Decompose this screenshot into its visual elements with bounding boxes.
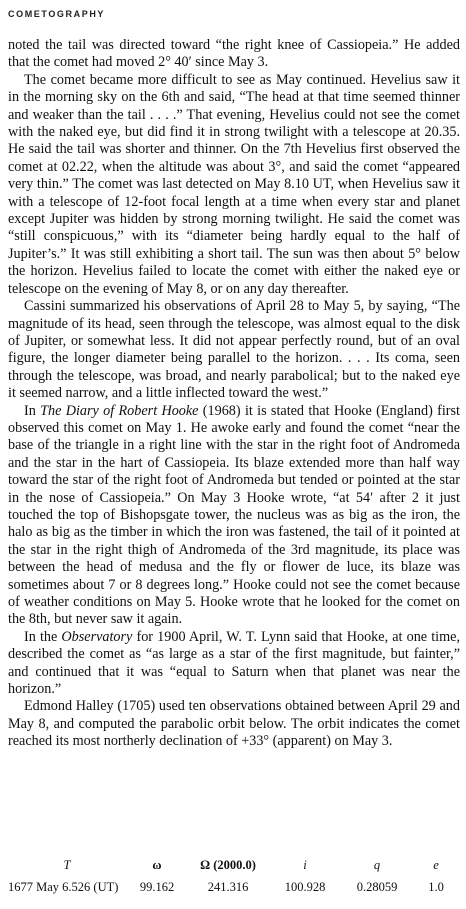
table-header-row	[8, 858, 460, 878]
text-run: (1968) it is stated that Hooke (England) first observed this comet on May 1. He awoke early and found the comet “near the base of the triangle in a right line with the star in the right foot of Andromeda and the star in the hart of Cassiopeia. Its blaze extended more than half way toward the star of the right foot of Andromeda but tended or pointed at the star in the nose of Cassiopeia.” On May 3 Hooke wrote, “at 54′ after 2 it just touched the top of Bishopsgate tower, the nucleus was as big as the iron, the halo as big as the timber in which the iron was fastened, the tail of it pointed at the star in the right thigh of Andromeda of the 3rd magnitude, its place was between the head of medusa and the fly or flower de luce, its blaze was sometimes about 7 or 8 degrees long.” Hooke could not see the comet because of weather conditions on May 5. Hooke wrote that he looked for the comet on the 8th, but never saw it again.	[8, 402, 460, 628]
header-argument-of-perihelion: ω	[152, 858, 162, 872]
cell-argument-of-perihelion: 99.162	[139, 879, 175, 894]
cell-perihelion-distance: 0.28059	[356, 879, 398, 894]
text-run: noted the tail was directed toward “the right knee of Cassiopeia.” He added that the comet had moved 2° 40′ since May 3.	[8, 37, 460, 71]
header-ascending-node: Ω (2000.0)	[200, 858, 256, 872]
cell-perihelion-time: 1677 May 6.526 (UT)	[8, 879, 119, 894]
paragraph	[8, 403, 460, 629]
text-run: for 1900 April, W. T. Lynn said that Hooke, at one time, described the comet as “as large as a star of the first magnitude, but fainter,” and continued that it was “equal to Saturn when that planet was near the horizon.”	[8, 628, 460, 698]
cell-inclination: 100.928	[284, 879, 326, 894]
cell-eccentricity: 1.0	[428, 879, 444, 894]
paragraph	[8, 298, 460, 402]
running-head: COMETOGRAPHY	[8, 9, 106, 19]
paragraph	[8, 37, 460, 72]
paragraph	[8, 629, 460, 699]
italic-title: The Diary of Robert Hooke	[40, 402, 199, 419]
paragraph	[8, 72, 460, 298]
text-run: In the	[24, 628, 62, 645]
italic-title: Observatory	[61, 628, 133, 645]
cell-ascending-node: 241.316	[207, 879, 249, 894]
text-run: The comet became more difficult to see as May continued. Hevelius saw it in the morning sky on the 6th and said, “The head at that time seemed thinner and weaker than the tail . . . .” That evening, Hevelius could not see the comet with the naked eye, but did find it in strong twilight with a telescope at 20.35. He said the tail was shorter and thinner. On the 7th Hevelius first observed the comet at 02.22, when the altitude was about 3°, and said the comet “appeared very thin.” The comet was last detected on May 8.10 UT, when Hevelius saw it with a telescope of 12-foot focal length at a time when every star and planet except Jupiter was hidden by strong morning twilight. He said the comet was “still conspicuous,” with its “diameter being hardly equal to the half of Jupiter’s.” It was still exhibiting a short tail. The sun was then about 5° below the horizon. Hevelius failed to locate the comet with either the naked eye or telescope on the evening of May 8, or on any day thereafter.	[8, 71, 460, 297]
orbit-elements-table	[8, 858, 460, 896]
text-run: In	[24, 402, 41, 419]
text-run: Cassini summarized his observations of April 28 to May 5, by saying, “The magnitude of its head, seen through the telescope, was almost equal to the disk of Jupiter, or somewhat less. It did not appear perfectly round, but of an oval figure, the longer diameter being parallel to the horizon. . . . Its coma, seen through the telescope, was broad, and nearly parabolical; but to the naked eye it seemed narrow, and a little inflected toward the west.”	[8, 298, 460, 402]
body-text	[8, 37, 460, 751]
paragraph	[8, 698, 460, 750]
header-inclination: i	[303, 858, 307, 872]
table-row	[8, 878, 460, 896]
header-perihelion-time: T	[63, 858, 71, 872]
text-run: Edmond Halley (1705) used ten observations obtained between April 29 and May 8, and computed the parabolic orbit below. The orbit indicates the comet reached its most northerly declination of +33° (apparent) on May 3.	[8, 698, 460, 750]
header-perihelion-distance: q	[373, 858, 381, 872]
header-eccentricity: e	[433, 858, 439, 872]
